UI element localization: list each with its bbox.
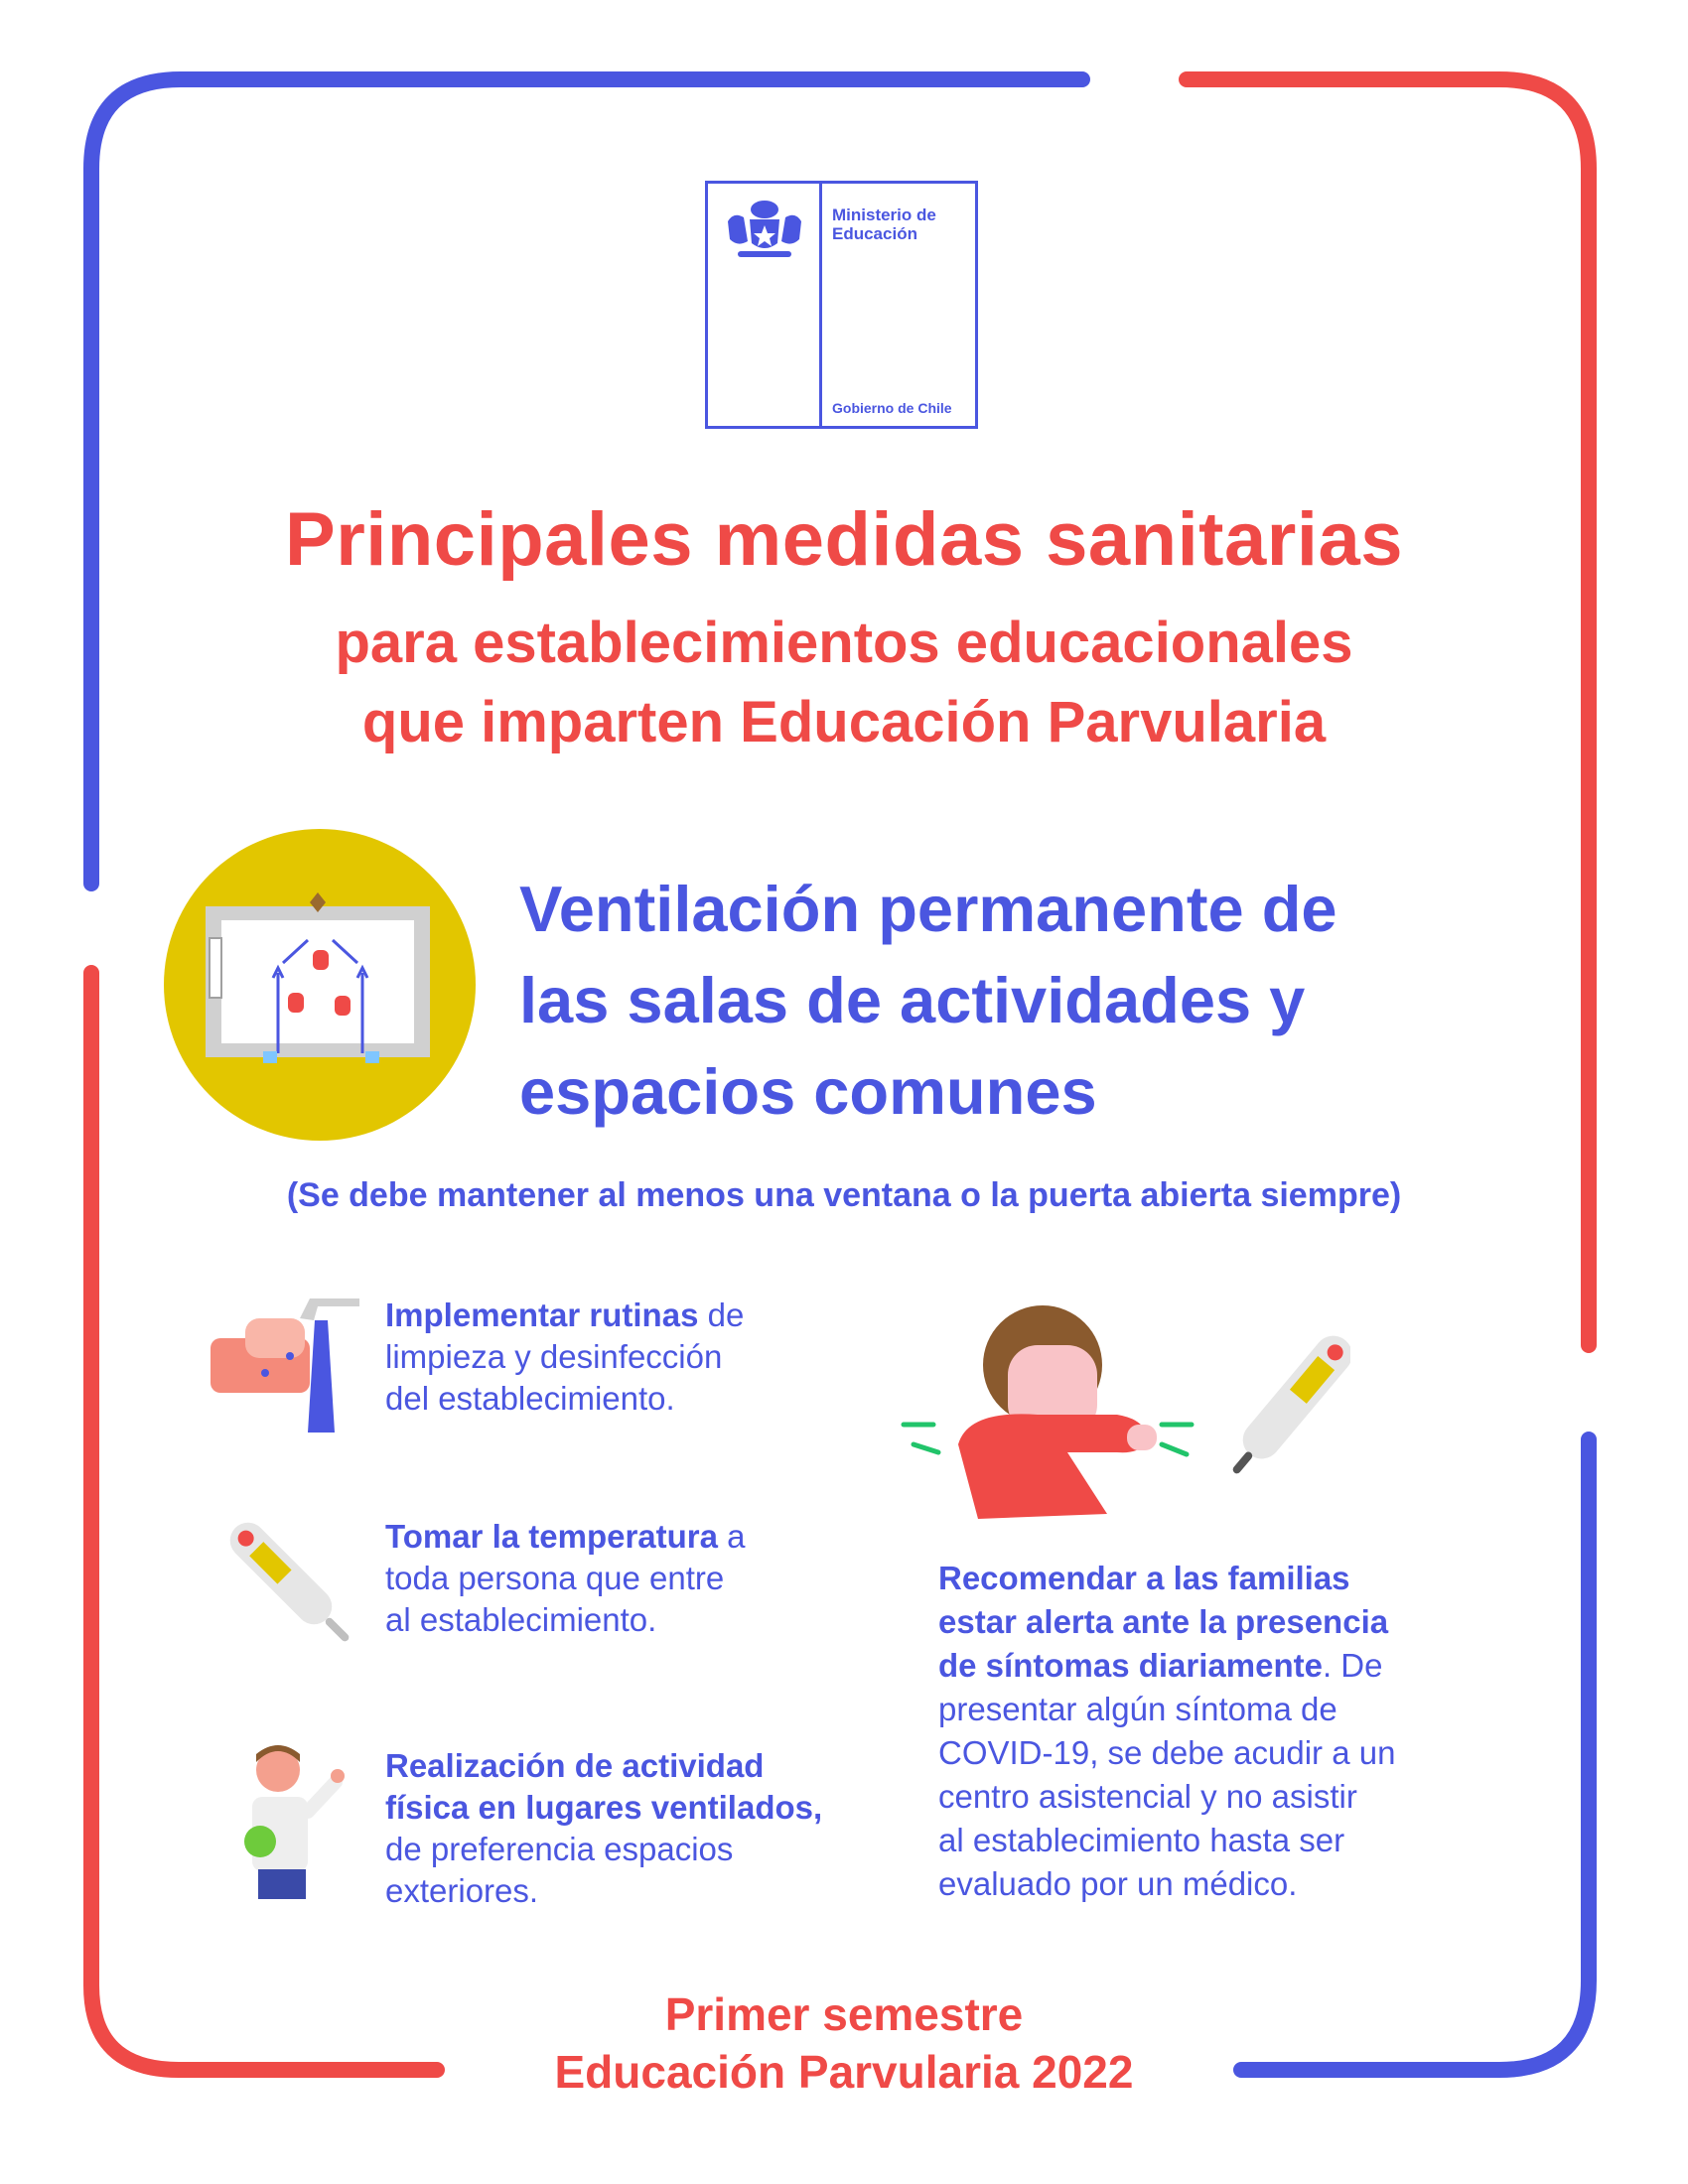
ventilation-line1: Ventilación permanente de bbox=[519, 873, 1337, 945]
families-bold2: estar alerta ante la presencia bbox=[938, 1603, 1389, 1640]
temperature-line3: al establecimiento. bbox=[385, 1601, 657, 1638]
activity-bold1: Realización de actividad bbox=[385, 1747, 765, 1784]
temperature-rest1: a bbox=[718, 1518, 746, 1555]
families-line6: centro asistencial y no asistir bbox=[938, 1778, 1357, 1815]
subtitle-line2: que imparten Educación Parvularia bbox=[361, 690, 1327, 754]
page-title: Principales medidas sanitarias bbox=[285, 497, 1403, 582]
ventilation-note: (Se debe mantener al menos una ventana o la puerta abierta siempre) bbox=[286, 1176, 1402, 1214]
footer bbox=[0, 1985, 1688, 2101]
sneezing-child-thermometer-icon bbox=[899, 1296, 1350, 1524]
families-line7: al establecimiento hasta ser bbox=[938, 1822, 1345, 1858]
ministry-line2: Educación bbox=[832, 224, 917, 243]
hand-disinfect-icon bbox=[211, 1298, 369, 1433]
chile-coat-of-arms-icon bbox=[720, 198, 809, 267]
ministry-line1: Ministerio de bbox=[832, 205, 936, 224]
ministry-logo bbox=[705, 181, 978, 429]
room-ventilation-icon bbox=[164, 829, 477, 1142]
temperature-line2: toda persona que entre bbox=[385, 1560, 725, 1596]
child-waving-icon bbox=[228, 1742, 348, 1906]
activity-text bbox=[385, 1745, 822, 1912]
cleaning-text bbox=[385, 1295, 744, 1420]
cleaning-rest1: de bbox=[698, 1297, 745, 1333]
ventilation-line2: las salas de actividades y bbox=[519, 964, 1306, 1036]
ministry-name bbox=[832, 205, 976, 243]
ventilation-line3: espacios comunes bbox=[519, 1055, 1097, 1128]
families-rest3: . De bbox=[1322, 1647, 1383, 1684]
families-line4: presentar algún síntoma de bbox=[938, 1691, 1337, 1727]
activity-line3: de preferencia espacios bbox=[385, 1831, 734, 1867]
cleaning-bold: Implementar rutinas bbox=[385, 1297, 699, 1333]
government-label: Gobierno de Chile bbox=[832, 400, 952, 416]
page-subtitle bbox=[0, 604, 1688, 762]
logo-left-panel bbox=[708, 184, 822, 426]
footer-line2: Educación Parvularia 2022 bbox=[554, 2046, 1134, 2098]
temperature-text bbox=[385, 1516, 746, 1641]
families-line5: COVID-19, se debe acudir a un bbox=[938, 1734, 1396, 1771]
activity-line4: exteriores. bbox=[385, 1872, 539, 1909]
families-text bbox=[938, 1557, 1395, 1906]
temperature-bold: Tomar la temperatura bbox=[385, 1518, 718, 1555]
families-bold3: de síntomas diariamente bbox=[938, 1647, 1323, 1684]
families-line8: evaluado por un médico. bbox=[938, 1865, 1298, 1902]
families-bold1: Recomendar a las familias bbox=[938, 1560, 1350, 1596]
ventilation-heading bbox=[519, 864, 1542, 1138]
subtitle-line1: para establecimientos educacionales bbox=[335, 611, 1353, 675]
footer-line1: Primer semestre bbox=[664, 1988, 1024, 2040]
cleaning-line2: limpieza y desinfección bbox=[385, 1338, 723, 1375]
logo-right-panel bbox=[822, 184, 975, 426]
thermometer-icon bbox=[213, 1514, 372, 1658]
cleaning-line3: del establecimiento. bbox=[385, 1380, 675, 1417]
activity-bold2: física en lugares ventilados, bbox=[385, 1789, 823, 1826]
